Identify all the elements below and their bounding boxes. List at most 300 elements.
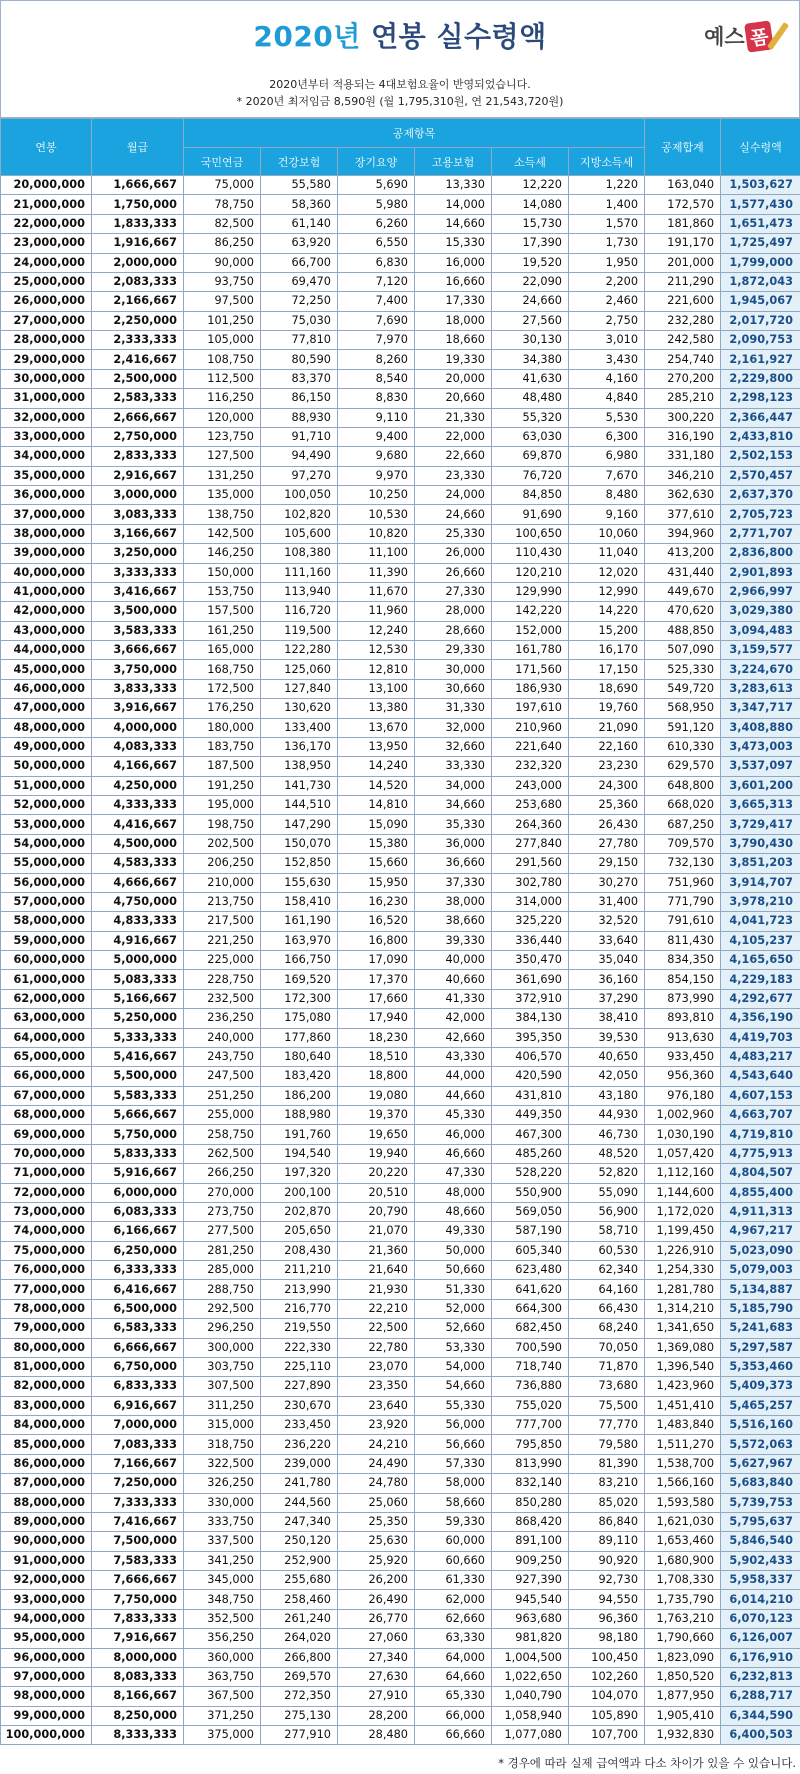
cell-health: 264,020 xyxy=(261,1629,338,1648)
cell-total: 1,621,030 xyxy=(645,1512,721,1531)
cell-pension: 236,250 xyxy=(184,1009,261,1028)
cell-net: 3,601,200 xyxy=(721,776,800,795)
cell-employment: 50,660 xyxy=(415,1261,492,1280)
cell-health: 147,290 xyxy=(261,815,338,834)
table-row xyxy=(1,524,800,543)
cell-annual: 69,000,000 xyxy=(1,1125,92,1144)
cell-pension: 146,250 xyxy=(184,544,261,563)
cell-net: 3,408,880 xyxy=(721,718,800,737)
cell-ltc: 13,670 xyxy=(338,718,415,737)
cell-pension: 330,000 xyxy=(184,1493,261,1512)
table-row xyxy=(1,1648,800,1667)
cell-net: 4,229,183 xyxy=(721,970,800,989)
cell-monthly: 5,916,667 xyxy=(92,1164,184,1183)
cell-pension: 131,250 xyxy=(184,466,261,485)
cell-health: 61,140 xyxy=(261,214,338,233)
cell-annual: 45,000,000 xyxy=(1,660,92,679)
cell-local-tax: 1,220 xyxy=(569,176,645,195)
cell-employment: 44,000 xyxy=(415,1067,492,1086)
cell-pension: 240,000 xyxy=(184,1028,261,1047)
cell-net: 5,134,887 xyxy=(721,1280,800,1299)
cell-pension: 363,750 xyxy=(184,1667,261,1686)
cell-monthly: 4,916,667 xyxy=(92,931,184,950)
cell-employment: 32,000 xyxy=(415,718,492,737)
cell-pension: 127,500 xyxy=(184,447,261,466)
cell-annual: 70,000,000 xyxy=(1,1144,92,1163)
table-row xyxy=(1,1106,800,1125)
cell-monthly: 2,916,667 xyxy=(92,466,184,485)
title-text: 연봉 실수령액 xyxy=(371,20,547,53)
cell-employment: 60,000 xyxy=(415,1532,492,1551)
cell-monthly: 6,416,667 xyxy=(92,1280,184,1299)
cell-total: 1,254,330 xyxy=(645,1261,721,1280)
cell-ltc: 16,800 xyxy=(338,931,415,950)
cell-employment: 29,330 xyxy=(415,641,492,660)
cell-total: 751,960 xyxy=(645,873,721,892)
cell-employment: 62,000 xyxy=(415,1590,492,1609)
cell-annual: 49,000,000 xyxy=(1,737,92,756)
cell-employment: 42,660 xyxy=(415,1028,492,1047)
cell-income-tax: 813,990 xyxy=(492,1454,569,1473)
cell-health: 100,050 xyxy=(261,486,338,505)
cell-health: 205,650 xyxy=(261,1222,338,1241)
cell-net: 1,725,497 xyxy=(721,234,800,253)
table-row xyxy=(1,1319,800,1338)
cell-ltc: 17,660 xyxy=(338,989,415,1008)
cell-health: 94,490 xyxy=(261,447,338,466)
cell-income-tax: 19,520 xyxy=(492,253,569,272)
cell-ltc: 26,490 xyxy=(338,1590,415,1609)
cell-monthly: 5,250,000 xyxy=(92,1009,184,1028)
cell-annual: 24,000,000 xyxy=(1,253,92,272)
cell-pension: 228,750 xyxy=(184,970,261,989)
cell-health: 277,910 xyxy=(261,1726,338,1745)
cell-ltc: 20,220 xyxy=(338,1164,415,1183)
cell-annual: 94,000,000 xyxy=(1,1609,92,1628)
cell-employment: 46,000 xyxy=(415,1125,492,1144)
header-total: 공제합계 xyxy=(645,119,721,176)
cell-net: 2,298,123 xyxy=(721,389,800,408)
cell-ltc: 9,400 xyxy=(338,427,415,446)
cell-annual: 75,000,000 xyxy=(1,1241,92,1260)
cell-total: 331,180 xyxy=(645,447,721,466)
cell-ltc: 23,920 xyxy=(338,1416,415,1435)
cell-local-tax: 90,920 xyxy=(569,1551,645,1570)
cell-local-tax: 83,210 xyxy=(569,1474,645,1493)
cell-net: 4,911,313 xyxy=(721,1202,800,1221)
cell-pension: 138,750 xyxy=(184,505,261,524)
cell-employment: 36,000 xyxy=(415,834,492,853)
table-row xyxy=(1,466,800,485)
cell-ltc: 13,950 xyxy=(338,737,415,756)
cell-pension: 210,000 xyxy=(184,873,261,892)
cell-pension: 168,750 xyxy=(184,660,261,679)
cell-local-tax: 2,460 xyxy=(569,292,645,311)
cell-annual: 68,000,000 xyxy=(1,1106,92,1125)
cell-ltc: 20,510 xyxy=(338,1183,415,1202)
cell-income-tax: 528,220 xyxy=(492,1164,569,1183)
cell-net: 5,627,967 xyxy=(721,1454,800,1473)
cell-health: 72,250 xyxy=(261,292,338,311)
cell-employment: 56,660 xyxy=(415,1435,492,1454)
title-year: 2020년 xyxy=(253,20,361,53)
cell-health: 250,120 xyxy=(261,1532,338,1551)
cell-annual: 81,000,000 xyxy=(1,1357,92,1376)
cell-monthly: 2,250,000 xyxy=(92,311,184,330)
cell-pension: 150,000 xyxy=(184,563,261,582)
cell-net: 4,105,237 xyxy=(721,931,800,950)
table-row xyxy=(1,1571,800,1590)
cell-total: 834,350 xyxy=(645,951,721,970)
cell-income-tax: 291,560 xyxy=(492,854,569,873)
cell-net: 3,790,430 xyxy=(721,834,800,853)
cell-total: 1,423,960 xyxy=(645,1377,721,1396)
table-row xyxy=(1,1009,800,1028)
cell-annual: 89,000,000 xyxy=(1,1512,92,1531)
cell-monthly: 1,750,000 xyxy=(92,195,184,214)
cell-pension: 247,500 xyxy=(184,1067,261,1086)
cell-income-tax: 664,300 xyxy=(492,1299,569,1318)
cell-monthly: 4,333,333 xyxy=(92,796,184,815)
cell-annual: 63,000,000 xyxy=(1,1009,92,1028)
table-row xyxy=(1,1532,800,1551)
cell-total: 854,150 xyxy=(645,970,721,989)
cell-ltc: 10,820 xyxy=(338,524,415,543)
cell-pension: 221,250 xyxy=(184,931,261,950)
cell-annual: 27,000,000 xyxy=(1,311,92,330)
cell-employment: 17,330 xyxy=(415,292,492,311)
cell-employment: 57,330 xyxy=(415,1454,492,1473)
cell-annual: 31,000,000 xyxy=(1,389,92,408)
cell-income-tax: 277,840 xyxy=(492,834,569,853)
cell-total: 610,330 xyxy=(645,737,721,756)
cell-pension: 217,500 xyxy=(184,912,261,931)
cell-monthly: 3,583,333 xyxy=(92,621,184,640)
cell-monthly: 3,166,667 xyxy=(92,524,184,543)
cell-pension: 281,250 xyxy=(184,1241,261,1260)
cell-monthly: 5,833,333 xyxy=(92,1144,184,1163)
cell-total: 377,610 xyxy=(645,505,721,524)
cell-income-tax: 210,960 xyxy=(492,718,569,737)
cell-monthly: 2,333,333 xyxy=(92,331,184,350)
cell-income-tax: 84,850 xyxy=(492,486,569,505)
cell-pension: 116,250 xyxy=(184,389,261,408)
cell-local-tax: 36,160 xyxy=(569,970,645,989)
table-row xyxy=(1,1512,800,1531)
table-row xyxy=(1,234,800,253)
cell-total: 346,210 xyxy=(645,466,721,485)
cell-monthly: 6,166,667 xyxy=(92,1222,184,1241)
header-income-tax: 소득세 xyxy=(492,148,569,176)
cell-total: 709,570 xyxy=(645,834,721,853)
table-row xyxy=(1,195,800,214)
cell-income-tax: 27,560 xyxy=(492,311,569,330)
cell-monthly: 4,250,000 xyxy=(92,776,184,795)
cell-pension: 198,750 xyxy=(184,815,261,834)
cell-annual: 85,000,000 xyxy=(1,1435,92,1454)
cell-employment: 20,000 xyxy=(415,369,492,388)
cell-monthly: 6,750,000 xyxy=(92,1357,184,1376)
cell-total: 300,220 xyxy=(645,408,721,427)
cell-employment: 43,330 xyxy=(415,1047,492,1066)
cell-ltc: 27,630 xyxy=(338,1667,415,1686)
cell-local-tax: 14,220 xyxy=(569,602,645,621)
cell-pension: 356,250 xyxy=(184,1629,261,1648)
cell-pension: 360,000 xyxy=(184,1648,261,1667)
cell-pension: 333,750 xyxy=(184,1512,261,1531)
cell-annual: 95,000,000 xyxy=(1,1629,92,1648)
cell-ltc: 20,790 xyxy=(338,1202,415,1221)
cell-annual: 62,000,000 xyxy=(1,989,92,1008)
cell-employment: 14,000 xyxy=(415,195,492,214)
table-row xyxy=(1,1726,800,1745)
table-row xyxy=(1,873,800,892)
cell-annual: 80,000,000 xyxy=(1,1338,92,1357)
cell-total: 1,790,660 xyxy=(645,1629,721,1648)
cell-monthly: 7,333,333 xyxy=(92,1493,184,1512)
cell-monthly: 2,666,667 xyxy=(92,408,184,427)
cell-health: 97,270 xyxy=(261,466,338,485)
cell-health: 127,840 xyxy=(261,679,338,698)
cell-total: 933,450 xyxy=(645,1047,721,1066)
cell-local-tax: 100,450 xyxy=(569,1648,645,1667)
cell-annual: 36,000,000 xyxy=(1,486,92,505)
cell-employment: 41,330 xyxy=(415,989,492,1008)
cell-ltc: 7,690 xyxy=(338,311,415,330)
cell-net: 5,079,003 xyxy=(721,1261,800,1280)
cell-net: 3,851,203 xyxy=(721,854,800,873)
cell-net: 1,651,473 xyxy=(721,214,800,233)
table-row xyxy=(1,1551,800,1570)
cell-income-tax: 605,340 xyxy=(492,1241,569,1260)
cell-local-tax: 62,340 xyxy=(569,1261,645,1280)
cell-monthly: 7,416,667 xyxy=(92,1512,184,1531)
cell-pension: 176,250 xyxy=(184,699,261,718)
cell-health: 241,780 xyxy=(261,1474,338,1493)
cell-monthly: 6,500,000 xyxy=(92,1299,184,1318)
cell-health: 272,350 xyxy=(261,1687,338,1706)
table-row xyxy=(1,1357,800,1376)
cell-net: 2,433,810 xyxy=(721,427,800,446)
cell-total: 1,566,160 xyxy=(645,1474,721,1493)
cell-income-tax: 17,390 xyxy=(492,234,569,253)
cell-health: 236,220 xyxy=(261,1435,338,1454)
cell-local-tax: 1,400 xyxy=(569,195,645,214)
cell-income-tax: 891,100 xyxy=(492,1532,569,1551)
cell-income-tax: 100,650 xyxy=(492,524,569,543)
cell-employment: 13,330 xyxy=(415,176,492,195)
table-row xyxy=(1,912,800,931)
cell-total: 629,570 xyxy=(645,757,721,776)
cell-pension: 311,250 xyxy=(184,1396,261,1415)
table-row xyxy=(1,951,800,970)
cell-health: 63,920 xyxy=(261,234,338,253)
cell-monthly: 3,416,667 xyxy=(92,582,184,601)
cell-employment: 28,660 xyxy=(415,621,492,640)
cell-pension: 78,750 xyxy=(184,195,261,214)
cell-pension: 165,000 xyxy=(184,641,261,660)
table-row xyxy=(1,1144,800,1163)
cell-ltc: 9,110 xyxy=(338,408,415,427)
table-row xyxy=(1,1493,800,1512)
table-row xyxy=(1,1067,800,1086)
cell-net: 4,543,640 xyxy=(721,1067,800,1086)
brand-logo xyxy=(704,17,781,55)
cell-annual: 25,000,000 xyxy=(1,272,92,291)
cell-health: 266,800 xyxy=(261,1648,338,1667)
cell-annual: 76,000,000 xyxy=(1,1261,92,1280)
table-row xyxy=(1,854,800,873)
cell-total: 1,593,580 xyxy=(645,1493,721,1512)
cell-health: 230,670 xyxy=(261,1396,338,1415)
cell-total: 1,314,210 xyxy=(645,1299,721,1318)
cell-annual: 83,000,000 xyxy=(1,1396,92,1415)
cell-annual: 59,000,000 xyxy=(1,931,92,950)
cell-monthly: 1,916,667 xyxy=(92,234,184,253)
cell-income-tax: 700,590 xyxy=(492,1338,569,1357)
cell-ltc: 8,540 xyxy=(338,369,415,388)
cell-health: 83,370 xyxy=(261,369,338,388)
cell-employment: 26,660 xyxy=(415,563,492,582)
cell-employment: 49,330 xyxy=(415,1222,492,1241)
table-row xyxy=(1,757,800,776)
cell-health: 169,520 xyxy=(261,970,338,989)
cell-ltc: 9,970 xyxy=(338,466,415,485)
table-row xyxy=(1,1261,800,1280)
cell-income-tax: 623,480 xyxy=(492,1261,569,1280)
cell-ltc: 23,070 xyxy=(338,1357,415,1376)
cell-health: 163,970 xyxy=(261,931,338,950)
cell-employment: 55,330 xyxy=(415,1396,492,1415)
cell-income-tax: 406,570 xyxy=(492,1047,569,1066)
cell-monthly: 5,083,333 xyxy=(92,970,184,989)
cell-ltc: 23,350 xyxy=(338,1377,415,1396)
cell-pension: 213,750 xyxy=(184,892,261,911)
cell-employment: 38,660 xyxy=(415,912,492,931)
cell-income-tax: 832,140 xyxy=(492,1474,569,1493)
cell-ltc: 10,250 xyxy=(338,486,415,505)
cell-health: 275,130 xyxy=(261,1706,338,1725)
cell-net: 5,185,790 xyxy=(721,1299,800,1318)
cell-net: 5,683,840 xyxy=(721,1474,800,1493)
cell-net: 5,958,337 xyxy=(721,1571,800,1590)
cell-monthly: 3,750,000 xyxy=(92,660,184,679)
cell-annual: 39,000,000 xyxy=(1,544,92,563)
cell-employment: 48,660 xyxy=(415,1202,492,1221)
table-row xyxy=(1,1125,800,1144)
cell-pension: 273,750 xyxy=(184,1202,261,1221)
header-local-tax: 지방소득세 xyxy=(569,148,645,176)
table-row xyxy=(1,641,800,660)
cell-income-tax: 569,050 xyxy=(492,1202,569,1221)
cell-employment: 64,660 xyxy=(415,1667,492,1686)
cell-employment: 26,000 xyxy=(415,544,492,563)
cell-income-tax: 1,077,080 xyxy=(492,1726,569,1745)
table-row xyxy=(1,408,800,427)
header-employment: 고용보험 xyxy=(415,148,492,176)
cell-employment: 65,330 xyxy=(415,1687,492,1706)
table-row xyxy=(1,563,800,582)
cell-ltc: 18,800 xyxy=(338,1067,415,1086)
cell-health: 105,600 xyxy=(261,524,338,543)
cell-employment: 38,000 xyxy=(415,892,492,911)
cell-net: 5,023,090 xyxy=(721,1241,800,1260)
table-row xyxy=(1,1047,800,1066)
cell-ltc: 16,520 xyxy=(338,912,415,931)
cell-income-tax: 682,450 xyxy=(492,1319,569,1338)
cell-net: 6,126,007 xyxy=(721,1629,800,1648)
cell-ltc: 28,200 xyxy=(338,1706,415,1725)
cell-pension: 352,500 xyxy=(184,1609,261,1628)
cell-ltc: 13,100 xyxy=(338,679,415,698)
cell-monthly: 2,750,000 xyxy=(92,427,184,446)
cell-health: 138,950 xyxy=(261,757,338,776)
cell-total: 668,020 xyxy=(645,796,721,815)
cell-ltc: 24,490 xyxy=(338,1454,415,1473)
cell-income-tax: 63,030 xyxy=(492,427,569,446)
cell-local-tax: 107,700 xyxy=(569,1726,645,1745)
cell-employment: 36,660 xyxy=(415,854,492,873)
cell-total: 687,250 xyxy=(645,815,721,834)
table-row xyxy=(1,1706,800,1725)
cell-ltc: 19,080 xyxy=(338,1086,415,1105)
cell-total: 732,130 xyxy=(645,854,721,873)
cell-ltc: 25,060 xyxy=(338,1493,415,1512)
cell-pension: 93,750 xyxy=(184,272,261,291)
cell-health: 166,750 xyxy=(261,951,338,970)
cell-total: 1,680,900 xyxy=(645,1551,721,1570)
cell-annual: 77,000,000 xyxy=(1,1280,92,1299)
cell-net: 2,366,447 xyxy=(721,408,800,427)
cell-net: 6,232,813 xyxy=(721,1667,800,1686)
cell-total: 163,040 xyxy=(645,176,721,195)
cell-annual: 82,000,000 xyxy=(1,1377,92,1396)
cell-income-tax: 12,220 xyxy=(492,176,569,195)
table-row xyxy=(1,1396,800,1415)
cell-income-tax: 361,690 xyxy=(492,970,569,989)
cell-local-tax: 104,070 xyxy=(569,1687,645,1706)
cell-annual: 26,000,000 xyxy=(1,292,92,311)
cell-local-tax: 2,750 xyxy=(569,311,645,330)
cell-employment: 22,000 xyxy=(415,427,492,446)
cell-income-tax: 641,620 xyxy=(492,1280,569,1299)
cell-ltc: 18,230 xyxy=(338,1028,415,1047)
header-health: 건강보험 xyxy=(261,148,338,176)
cell-health: 255,680 xyxy=(261,1571,338,1590)
cell-local-tax: 86,840 xyxy=(569,1512,645,1531)
cell-employment: 33,330 xyxy=(415,757,492,776)
cell-employment: 34,000 xyxy=(415,776,492,795)
cell-annual: 87,000,000 xyxy=(1,1474,92,1493)
cell-total: 1,144,600 xyxy=(645,1183,721,1202)
table-row xyxy=(1,834,800,853)
cell-monthly: 7,083,333 xyxy=(92,1435,184,1454)
cell-pension: 82,500 xyxy=(184,214,261,233)
cell-total: 1,905,410 xyxy=(645,1706,721,1725)
cell-income-tax: 467,300 xyxy=(492,1125,569,1144)
cell-income-tax: 718,740 xyxy=(492,1357,569,1376)
cell-income-tax: 142,220 xyxy=(492,602,569,621)
cell-net: 2,161,927 xyxy=(721,350,800,369)
cell-net: 3,729,417 xyxy=(721,815,800,834)
cell-total: 211,290 xyxy=(645,272,721,291)
cell-annual: 99,000,000 xyxy=(1,1706,92,1725)
cell-net: 4,804,507 xyxy=(721,1164,800,1183)
cell-local-tax: 6,300 xyxy=(569,427,645,446)
cell-income-tax: 1,040,790 xyxy=(492,1687,569,1706)
cell-health: 197,320 xyxy=(261,1164,338,1183)
logo-text: 예스 xyxy=(704,25,745,49)
